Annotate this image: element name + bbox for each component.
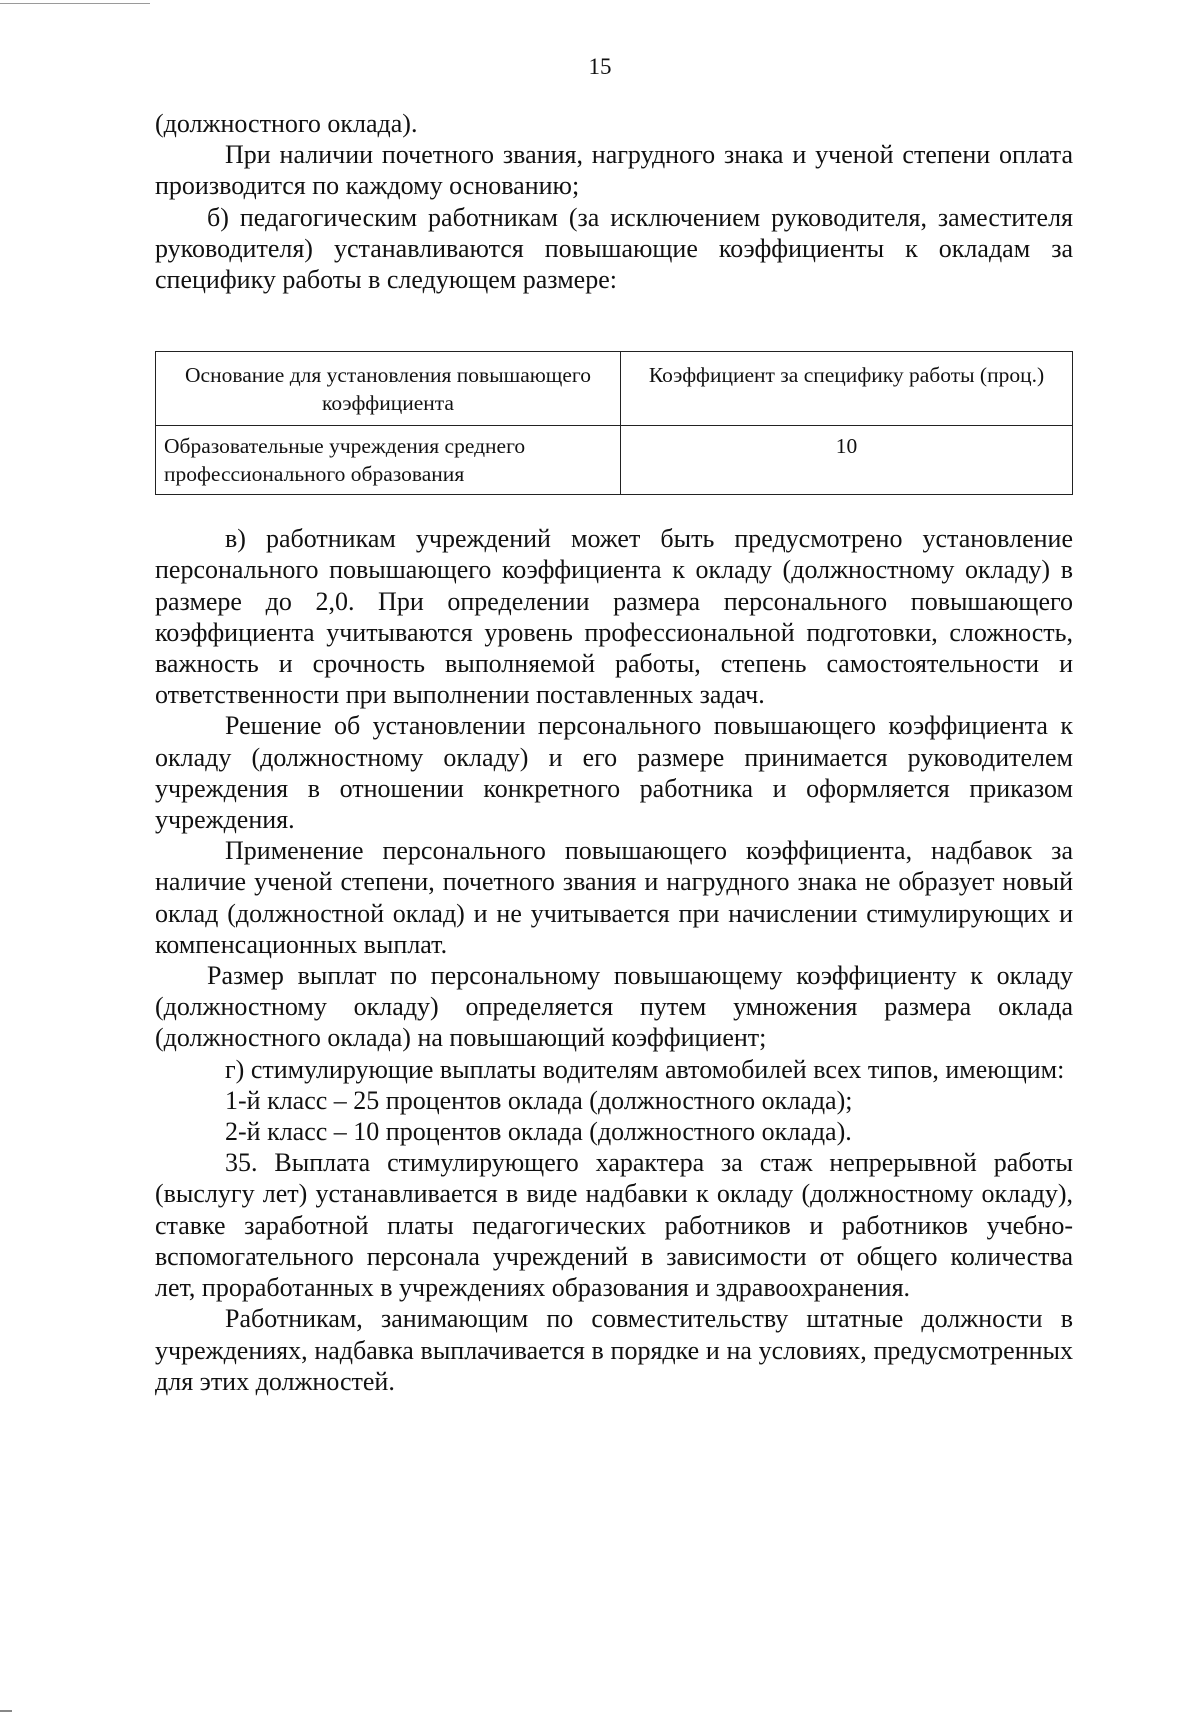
table-header-basis: Основание для установления повышающего коэффициента: [156, 352, 621, 426]
scan-edge-line: [0, 3, 150, 4]
list-item-class-1: 1-й класс – 25 процентов оклада (должностного оклада);: [225, 1085, 853, 1115]
list-item-class-2: 2-й класс – 10 процентов оклада (должностного оклада).: [225, 1117, 852, 1147]
coefficient-table-wrapper: [155, 351, 1073, 495]
paragraph-honorary-title: При наличии почетного звания, нагрудного знака и ученой степени оплата производится по каждому основанию;: [155, 140, 1073, 201]
paragraph-g-drivers: г) стимулирующие выплаты водителям автомобилей всех типов, имеющим:: [225, 1054, 1065, 1084]
coefficient-table: [155, 351, 1073, 495]
document-body: [155, 108, 1073, 1397]
paragraph-decision: Решение об установлении персонального повышающего коэффициента к окладу (должностному окладу) и его размере принимается руководителем учреждения в отношении конкретного работника и оформляется приказом учреждения.: [155, 711, 1073, 835]
table-cell-basis: Образовательные учреждения среднего профессионального образования: [156, 426, 621, 495]
table-header-coefficient: Коэффициент за специфику работы (проц.): [621, 352, 1073, 426]
paragraph-v-personal-coefficient: в) работникам учреждений может быть предусмотрено установление персонального повышающего коэффициента к окладу (должностному окладу) в размере до 2,0. При определении размера персонального повышающего коэффициента учитываются уровень профессиональной подготовки, сложность, важность и срочность выполняемой работы, степень самостоятельности и ответственности при выполнении поставленных задач.: [155, 524, 1073, 710]
paragraph-35-seniority: 35. Выплата стимулирующего характера за стаж непрерывной работы (выслугу лет) устанавливается в виде надбавки к окладу (должностному окладу), ставке заработной платы педагогических работников и работников учебно-вспомогательного персонала учреждений в зависимости от общего количества лет, проработанных в учреждениях образования и здравоохранения.: [155, 1148, 1073, 1303]
table-row: [156, 426, 1073, 495]
page-number: 15: [588, 54, 612, 79]
paragraph-b-teachers: б) педагогическим работникам (за исключением руководителя, заместителя руководителя) устанавливаются повышающие коэффициенты к окладам за специфику работы в следующем размере:: [155, 202, 1073, 295]
table-header-row: [156, 352, 1073, 426]
table-cell-coefficient: 10: [621, 426, 1073, 495]
paragraph-application: Применение персонального повышающего коэффициента, надбавок за наличие ученой степени, почетного звания и нагрудного знака не образует новый оклад (должностной оклад) и не учитывается при начислении стимулирующих и компенсационных выплат.: [155, 836, 1073, 959]
paragraph-payment-size: Размер выплат по персональному повышающему коэффициенту к окладу (должностному окладу) определяется путем умножения размера оклада (должностного оклада) на повышающий коэффициент;: [155, 961, 1073, 1053]
paragraph-part-time: Работникам, занимающим по совместительству штатные должности в учреждениях, надбавка выплачивается в порядке и на условиях, предусмотренных для этих должностей.: [155, 1304, 1073, 1396]
paragraph-continuation: (должностного оклада).: [155, 109, 418, 138]
